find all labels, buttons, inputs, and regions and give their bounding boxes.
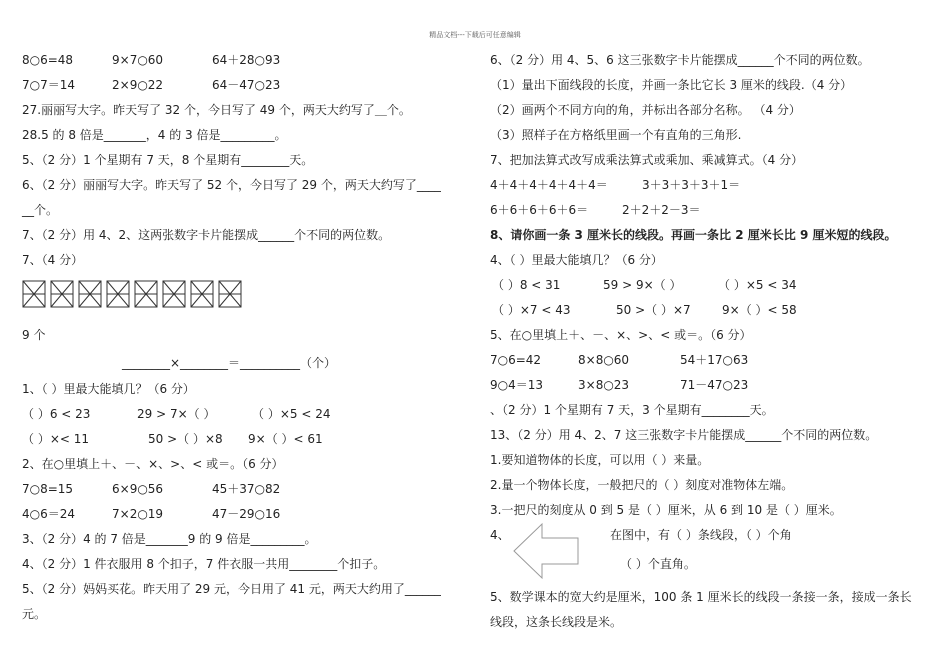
question-figure-right-angle: （ ）个直角。 (620, 557, 696, 571)
expr: 64＋28○93 (212, 53, 281, 67)
box-icon (162, 280, 186, 308)
expr: 71－47○23 (680, 378, 749, 392)
box-icon (50, 280, 74, 308)
question-textbook-cont: 线段，这条长线段是米。 (490, 615, 623, 629)
question-textbook: 5、数学课本的宽大约是厘米，100 条 1 厘米长的线段一条接一条，接成一条长 (490, 590, 912, 604)
question-writing-cont: __个。 (22, 203, 59, 217)
expr: 7○7＝14 (22, 78, 76, 92)
box-icon (218, 280, 242, 308)
question-week: 5、（2 分）1 个星期有 7 天，8 个星期有________天。 (22, 153, 314, 167)
expr: 9×（ ）< 58 (722, 303, 797, 317)
expr: （ ）×< 11 (22, 432, 90, 446)
expr: 7○8=15 (22, 482, 74, 496)
box-count: 9 个 (22, 328, 46, 342)
question-buttons: 4、（2 分）1 件衣服用 8 个扣子，7 件衣服一共用________个扣子。 (22, 557, 386, 571)
expr: 54＋17○63 (680, 353, 749, 367)
question-cards-3: 6、（2 分）用 4、5、6 这三张数字卡片能摆成______个不同的两位数。 (490, 53, 870, 67)
expr: 59 > 9×（ ） (603, 278, 682, 292)
question-times: 3、（2 分）4 的 7 倍是_______9 的 9 倍是_________。 (22, 532, 317, 546)
question-ruler-3: 3.一把尺的刻度从 0 到 5 是（ ）厘米，从 6 到 10 是（ ）厘米。 (490, 503, 842, 517)
question-weeks-3: 、（2 分）1 个星期有 7 天，3 个星期有________天。 (490, 403, 774, 417)
box-icon (134, 280, 158, 308)
expr: 4＋4＋4＋4＋4＋4＝ (490, 178, 608, 192)
question-flowers-cont: 元。 (22, 607, 47, 621)
expr: 9×7○60 (112, 53, 164, 67)
expr: 2×9○22 (112, 78, 164, 92)
expr: 8○6=48 (22, 53, 74, 67)
expr: 8×8○60 (578, 353, 630, 367)
multiply-blank: ________×________＝__________（个） (122, 356, 337, 370)
page-header: 精品文档---下载后可任意编辑 (429, 31, 521, 39)
task-triangle: （3）照样子在方格纸里画一个有直角的三角形. (490, 128, 742, 142)
question-figure-text: 在图中，有（ ）条线段，（ ）个角 (610, 528, 792, 542)
expr: 2＋2＋2－3＝ (622, 203, 701, 217)
expr: （ ）×5 < 34 (718, 278, 797, 292)
expr: 9×（ ）< 61 (248, 432, 323, 446)
expr: 64－47○23 (212, 78, 281, 92)
question-28: 28.5 的 8 倍是_______，4 的 3 倍是_________。 (22, 128, 287, 142)
box-icon (106, 280, 130, 308)
task-measure: （1）量出下面线段的长度，并画一条比它长 3 厘米的线段.（4 分） (490, 78, 853, 92)
expr: 47－29○16 (212, 507, 281, 521)
expr: （ ）6 < 23 (22, 407, 91, 421)
question-writing: 6、（2 分）丽丽写大字。昨天写了 52 个，今日写了 29 个，两天大约写了____ (22, 178, 441, 192)
question-max-fill-2: 4、（ ）里最大能填几？（6 分） (490, 253, 663, 267)
box-icon (190, 280, 214, 308)
expr: 3×8○23 (578, 378, 630, 392)
arrow-figure-icon (512, 522, 580, 580)
box-icon (78, 280, 102, 308)
task-angles: （2）画两个不同方向的角，并标出各部分名称。 （4 分） (490, 103, 801, 117)
expr: 6×9○56 (112, 482, 164, 496)
question-27: 27.丽丽写大字。昨天写了 32 个，今日写了 49 个，两天大约写了＿个。 (22, 103, 411, 117)
question-rewrite: 7、把加法算式改写成乘法算式或乘加、乘减算式。（4 分） (490, 153, 804, 167)
expr: （ ）×5 < 24 (252, 407, 331, 421)
expr: （ ）8 < 31 (492, 278, 561, 292)
expr: 50 >（ ）×7 (616, 303, 691, 317)
task-draw-lines: 8、请你画一条 3 厘米长的线段。再画一条比 2 厘米长比 9 厘米短的线段。 (490, 228, 897, 242)
expr: 9○4＝13 (490, 378, 544, 392)
question-operators-2: 5、在○里填上＋、－、×、>、< 或＝。（6 分） (490, 328, 752, 342)
expr: （ ）×7 < 43 (492, 303, 571, 317)
question-figure-num: 4、 (490, 528, 510, 542)
expr: 50 >（ ）×8 (148, 432, 223, 446)
expr: 7○6=42 (490, 353, 542, 367)
question-operators: 2、在○里填上＋、－、×、>、< 或＝。（6 分） (22, 457, 284, 471)
box-icon (22, 280, 46, 308)
question-boxes: 7、（4 分） (22, 253, 84, 267)
question-ruler-1: 1.要知道物体的长度，可以用（ ）来量。 (490, 453, 710, 467)
expr: 7×2○19 (112, 507, 164, 521)
expr: 6＋6＋6＋6＋6＝ (490, 203, 589, 217)
question-flowers: 5、（2 分）妈妈买花。昨天用了 29 元，今日用了 41 元，两天大约用了______ (22, 582, 441, 596)
expr: 45＋37○82 (212, 482, 281, 496)
box-figure (22, 280, 242, 308)
question-max-fill: 1、（ ）里最大能填几？（6 分） (22, 382, 195, 396)
question-ruler-2: 2.量一个物体长度，一般把尺的（ ）刻度对准物体左端。 (490, 478, 794, 492)
question-cards: 7、（2 分）用 4、2、这两张数字卡片能摆成______个不同的两位数。 (22, 228, 391, 242)
expr: 29 > 7×（ ） (137, 407, 216, 421)
expr: 3＋3＋3＋3＋1＝ (642, 178, 741, 192)
question-13: 13、（2 分）用 4、2、7 这三张数字卡片能摆成______个不同的两位数。 (490, 428, 878, 442)
expr: 4○6＝24 (22, 507, 76, 521)
